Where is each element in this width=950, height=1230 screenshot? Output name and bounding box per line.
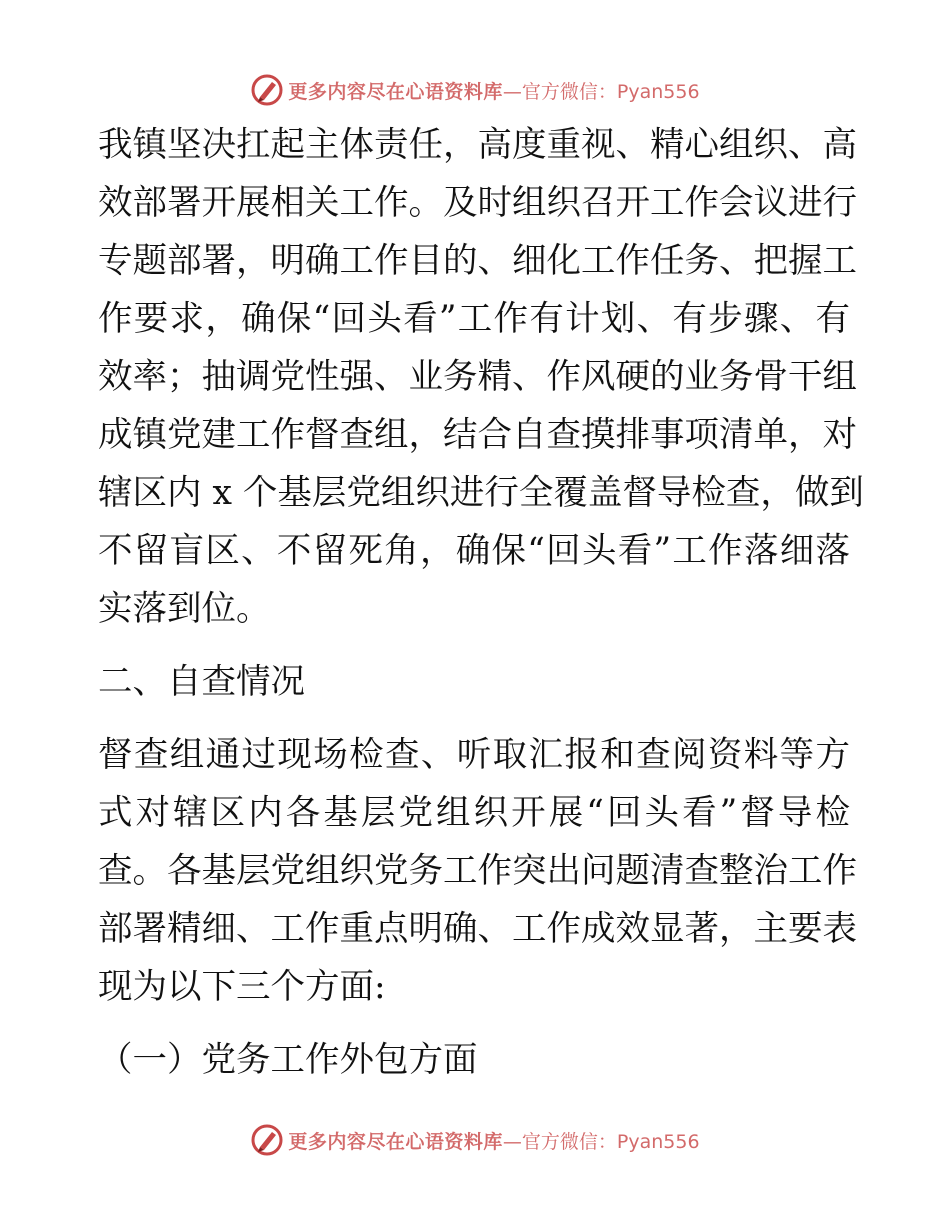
watermark-main-text: 更多内容尽在心语资料库 [288, 1130, 503, 1153]
watermark-sub-text: —官方微信：Pyan556 [502, 1130, 700, 1153]
text-line: 部署精细、工作重点明确、工作成效显著，主要表 [98, 909, 857, 949]
watermark-sub-text: —官方微信：Pyan556 [502, 80, 700, 103]
paragraph-2 [98, 726, 857, 1016]
text-line: 作要求，确保“回头看”工作有计划、有步骤、有 [98, 299, 850, 339]
text-line: 查。各基层党组织党务工作突出问题清查整治工作 [98, 851, 857, 891]
text-line: 督查组通过现场检查、听取汇报和查阅资料等方 [98, 735, 850, 775]
text-line: 专题部署，明确工作目的、细化工作任务、把握工 [98, 241, 857, 281]
section-heading-3: （一）党务工作外包方面 [98, 1040, 478, 1080]
text-line: 我镇坚决扛起主体责任，高度重视、精心组织、高 [98, 125, 857, 165]
text-line: 不留盲区、不留死角，确保“回头看”工作落细落 [98, 531, 850, 571]
text-line: 成镇党建工作督查组，结合自查摸排事项清单，对 [98, 415, 857, 455]
text-line: 式对辖区内各基层党组织开展“回头看”督导检 [98, 793, 850, 833]
watermark-main-text: 更多内容尽在心语资料库 [288, 80, 503, 103]
paragraph-1 [98, 116, 864, 638]
section-heading-2: 二、自查情况 [98, 662, 305, 702]
header-watermark [0, 70, 950, 110]
text-line: 效部署开展相关工作。及时组织召开工作会议进行 [98, 183, 857, 223]
text-line: 现为以下三个方面: [98, 967, 386, 1007]
text-line: 效率；抽调党性强、业务精、作风硬的业务骨干组 [98, 357, 857, 397]
pen-logo-icon [250, 1123, 284, 1157]
text-line: 实落到位。 [98, 589, 271, 629]
text-line: 辖区内 x 个基层党组织进行全覆盖督导检查，做到 [98, 473, 864, 513]
pen-logo-icon [250, 73, 284, 107]
document-body [98, 116, 864, 1092]
footer-watermark [0, 1120, 950, 1160]
